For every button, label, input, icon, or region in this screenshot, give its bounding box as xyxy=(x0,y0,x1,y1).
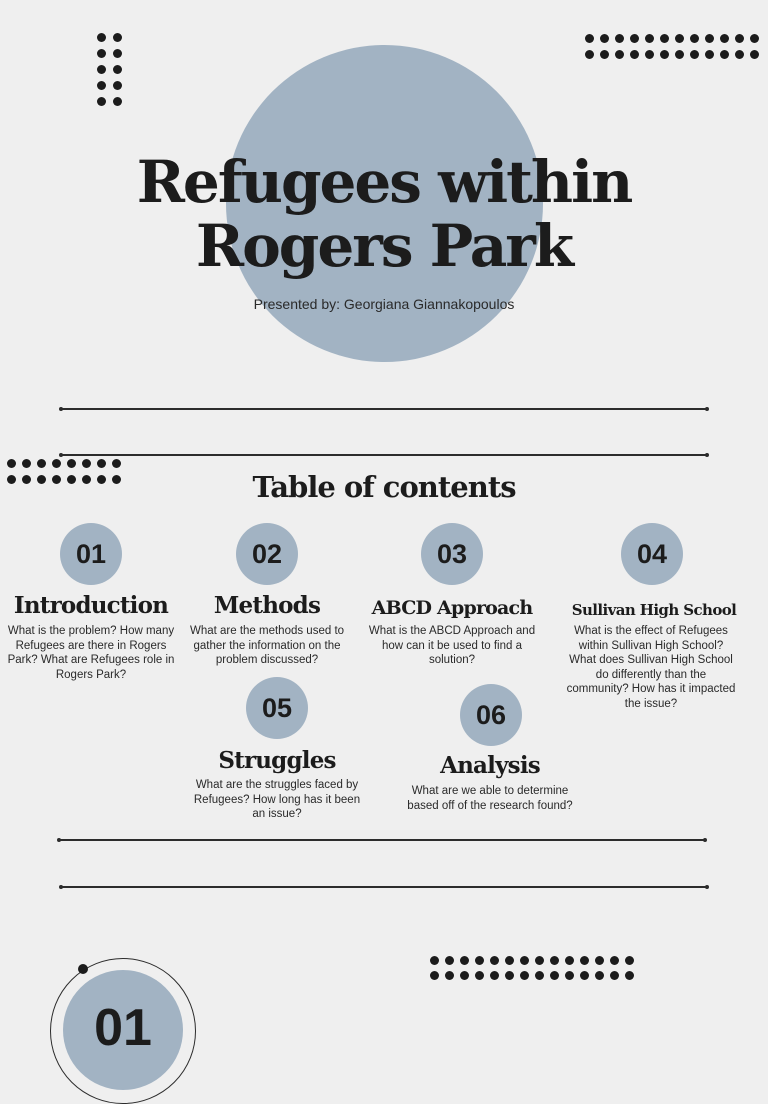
toc-number-03: 03 xyxy=(421,523,483,585)
toc-heading-analysis: Analysis xyxy=(440,752,540,779)
toc-heading-abcd-approach: ABCD Approach xyxy=(371,597,533,619)
toc-heading-sullivan-high-school: Sullivan High School xyxy=(571,601,737,619)
divider-line xyxy=(61,408,707,410)
toc-number-01: 01 xyxy=(60,523,122,585)
presenter-credit: Presented by: Georgiana Giannakopoulos xyxy=(253,296,515,312)
toc-desc-sullivan-high-school: What is the effect of Refugees within Sullivan High School? What does Sullivan High School do differently than the community? How has it impacted the issue? xyxy=(566,625,736,710)
toc-desc-introduction: What is the problem? How many Refugees are there in Rogers Park? What are Refugees role in Rogers Park? xyxy=(7,625,175,681)
cover-title-line-1: Refugees within xyxy=(136,148,632,216)
cover-title xyxy=(84,150,684,278)
toc-number-05: 05 xyxy=(246,677,308,739)
toc-title: Table of contents xyxy=(252,470,516,504)
decor-dots-toc-left xyxy=(7,459,121,484)
toc-heading-methods: Methods xyxy=(213,592,321,619)
decor-dots-top-right xyxy=(585,34,759,59)
toc-heading-struggles: Struggles xyxy=(218,747,336,774)
section-ring-dot xyxy=(78,964,88,974)
decor-dots-bottom-right xyxy=(430,956,634,980)
toc-number-04: 04 xyxy=(621,523,683,585)
toc-heading-introduction: Introduction xyxy=(13,592,169,619)
section-number-circle xyxy=(63,970,183,1090)
toc-number-02: 02 xyxy=(236,523,298,585)
toc-desc-analysis: What are we able to determine based off of the research found? xyxy=(407,785,573,812)
section-number: 01 xyxy=(94,999,152,1057)
decor-dots-top-left xyxy=(97,33,122,106)
toc-number-06: 06 xyxy=(460,684,522,746)
toc-desc-struggles: What are the struggles faced by Refugees? How long has it been an issue? xyxy=(193,779,361,820)
divider-line xyxy=(59,839,705,841)
cover-title-line-2: Rogers Park xyxy=(195,212,573,280)
toc-desc-abcd-approach: What is the ABCD Approach and how can it be used to find a solution? xyxy=(368,625,536,666)
toc-desc-methods: What are the methods used to gather the information on the problem discussed? xyxy=(189,625,345,666)
divider-line xyxy=(61,886,707,888)
divider-line xyxy=(61,454,707,456)
